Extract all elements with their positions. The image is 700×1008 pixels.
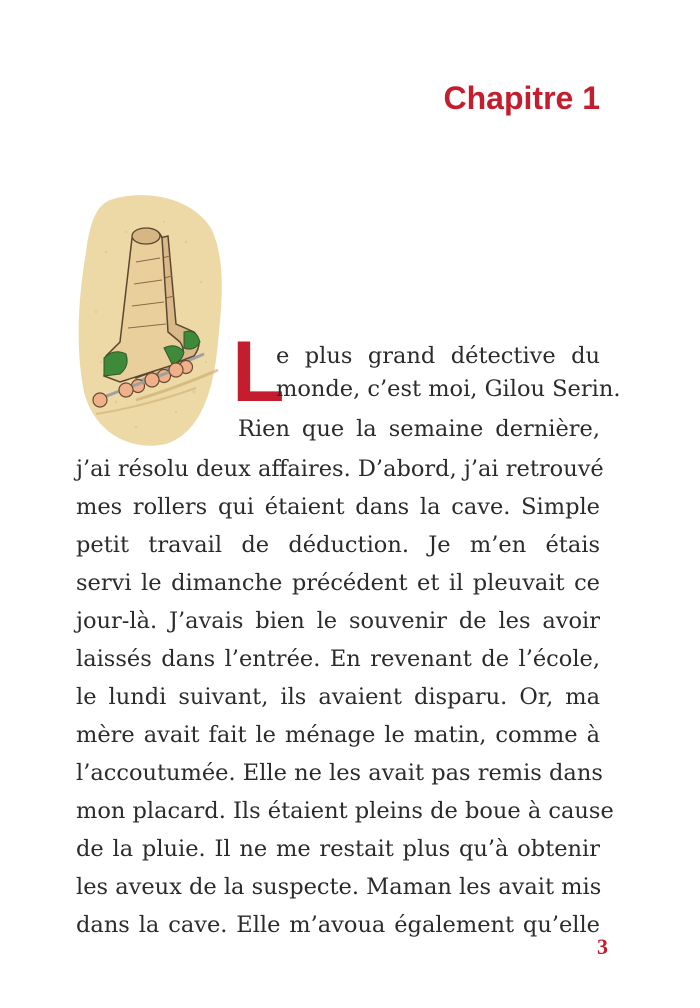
- text-line-6: petit travail de déduction. Je m’en étais: [76, 532, 600, 558]
- text-line-7: servi le dimanche précédent et il pleuvait ce: [76, 570, 600, 596]
- text-line-11: mère avait fait le ménage le matin, comme à: [76, 722, 600, 748]
- drop-cap: L: [232, 324, 285, 420]
- roller-skates-icon: [76, 192, 228, 448]
- roller-skates-illustration: [76, 192, 228, 448]
- text-line-2: monde, c’est moi, Gilou Serin.: [276, 376, 621, 402]
- text-line-3: Rien que la semaine dernière,: [238, 416, 600, 442]
- text-line-12: l’accoutumée. Elle ne les avait pas remis dans: [76, 760, 603, 786]
- text-line-8: jour-là. J’avais bien le souvenir de les avoir: [76, 608, 600, 634]
- text-line-1: e plus grand détective du: [276, 343, 600, 369]
- text-line-13: mon placard. Ils étaient pleins de boue à cause: [76, 798, 614, 824]
- chapter-title: Chapitre 1: [443, 80, 600, 116]
- text-line-4: j’ai résolu deux affaires. D’abord, j’ai retrouvé: [76, 456, 604, 482]
- page-number: 3: [597, 934, 608, 959]
- text-line-9: laissés dans l’entrée. En revenant de l’école,: [76, 646, 600, 672]
- text-line-10: le lundi suivant, ils avaient disparu. Or, ma: [76, 684, 600, 710]
- text-line-5: mes rollers qui étaient dans la cave. Simple: [76, 494, 600, 520]
- text-line-15: les aveux de la suspecte. Maman les avait mis: [76, 874, 602, 900]
- text-line-14: de la pluie. Il ne me restait plus qu’à obtenir: [76, 836, 600, 862]
- text-line-16: dans la cave. Elle m’avoua également qu’elle: [76, 912, 600, 938]
